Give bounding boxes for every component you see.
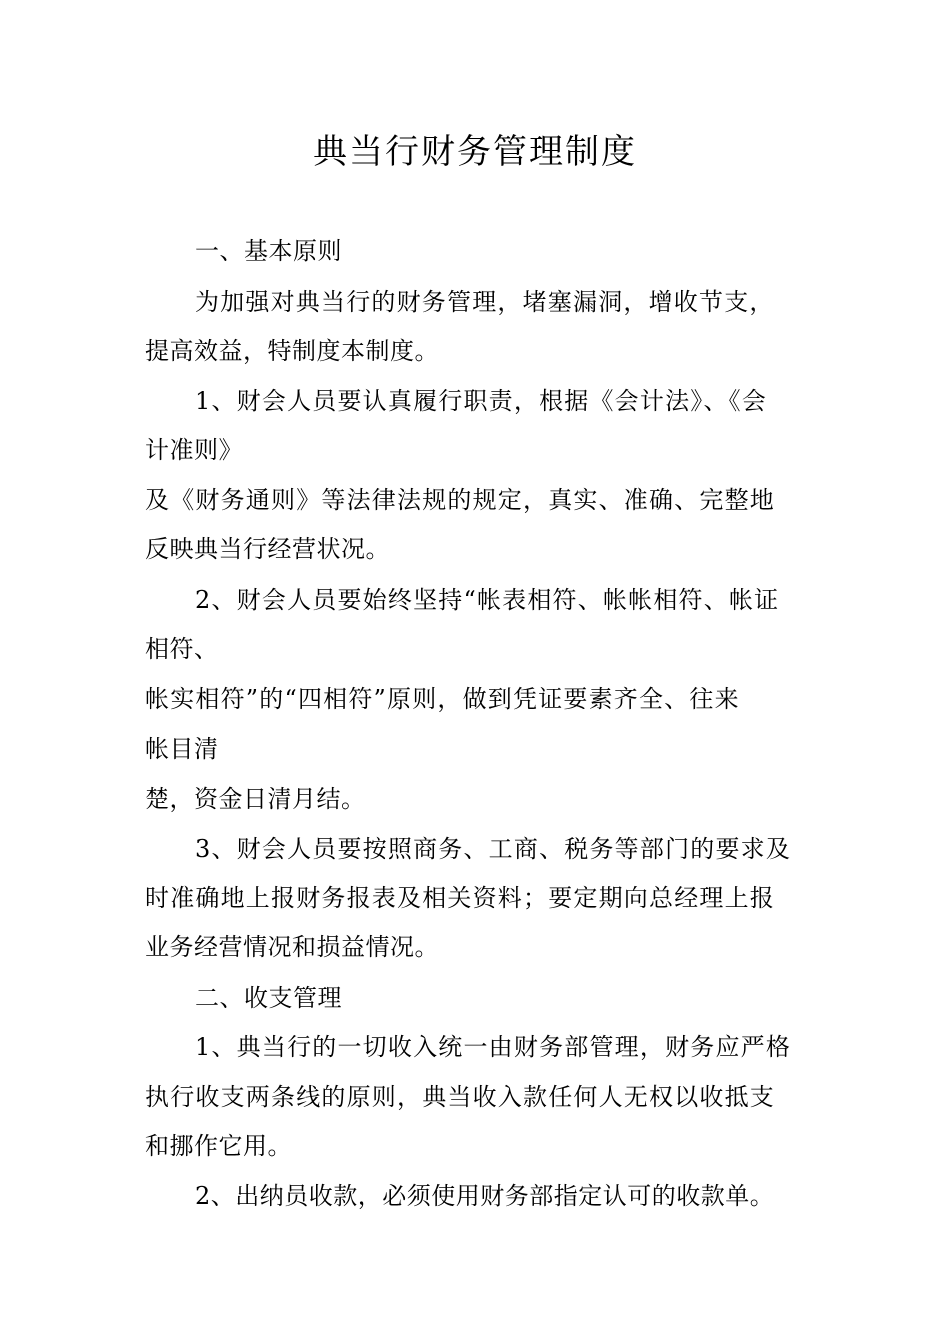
paragraph-line: 相符、 — [145, 635, 219, 663]
paragraph-line: 楚，资金日清月结。 — [145, 785, 366, 813]
paragraph-line: 执行收支两条线的原则，典当收入款任何人无权以收抵支 — [145, 1083, 775, 1111]
document-title: 典当行财务管理制度 — [313, 132, 637, 172]
paragraph-line: 3、财会人员要按照商务、工商、税务等部门的要求及 — [195, 835, 792, 863]
paragraph-line: 1、典当行的一切收入统一由财务部管理，财务应严格 — [195, 1033, 792, 1061]
paragraph-line: 业务经营情况和损益情况。 — [145, 933, 439, 961]
paragraph-line: 帐目清 — [145, 735, 219, 763]
paragraph-line: 2、财会人员要始终坚持“帐表相符、帐帐相符、帐证 — [195, 586, 780, 614]
paragraph-line: 及《财务通则》等法律法规的规定，真实、准确、完整地 — [145, 486, 775, 514]
paragraph-line: 提高效益，特制度本制度。 — [145, 337, 439, 365]
paragraph-line: 计准则》 — [145, 436, 243, 464]
paragraph-line: 为加强对典当行的财务管理，堵塞漏洞，增收节支， — [195, 288, 775, 316]
paragraph-line: 2、出纳员收款，必须使用财务部指定认可的收款单。 — [195, 1182, 775, 1210]
section-heading-income-expense: 二、收支管理 — [195, 984, 342, 1012]
paragraph-line: 1、财会人员要认真履行职责，根据《会计法》、《会 — [195, 387, 768, 415]
section-heading-basic-principles: 一、基本原则 — [195, 237, 342, 265]
paragraph-line: 反映典当行经营状况。 — [145, 535, 390, 563]
paragraph-line: 时准确地上报财务报表及相关资料；要定期向总经理上报 — [145, 884, 775, 912]
paragraph-line: 和挪作它用。 — [145, 1132, 292, 1160]
paragraph-line: 帐实相符”的“四相符”原则，做到凭证要素齐全、往来 — [145, 685, 740, 713]
